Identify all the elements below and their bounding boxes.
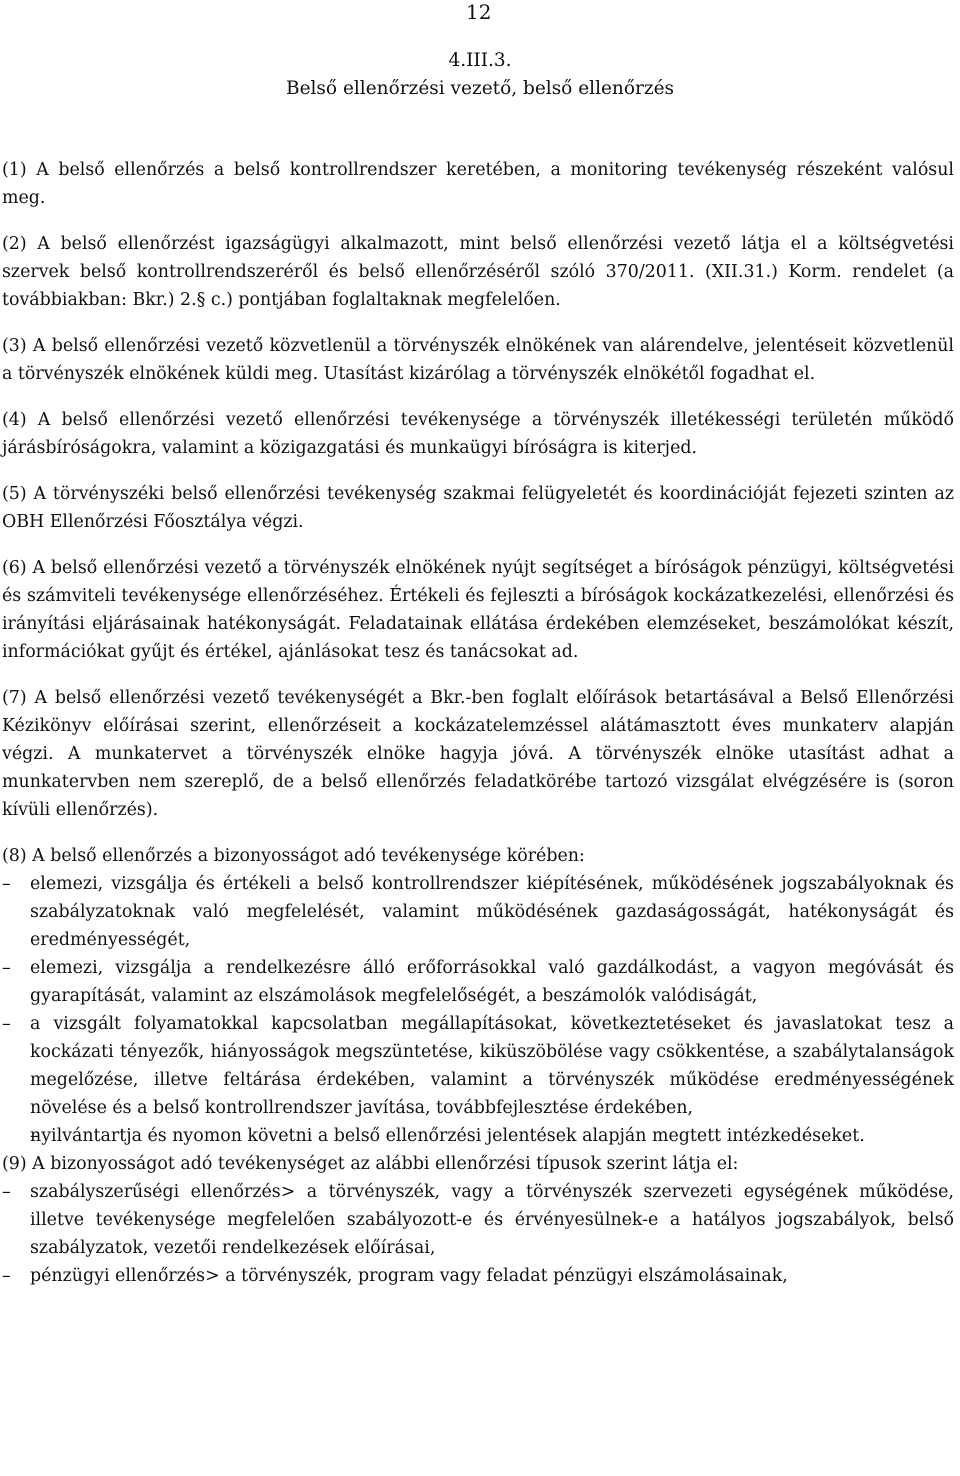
paragraph-8-list (2, 870, 954, 1150)
section-title: Belső ellenőrzési vezető, belső ellenőrzés (285, 78, 675, 99)
list-item: – szabályszerűségi ellenőrzés> a törvényszék, vagy a törvényszék szervezeti egységének működése, illetve tevékenysége megfelelően szabályozott-e és érvényesülnek-e a hatályos jogszabályok, belső szabályzatok, vezetői rendelkezések előírásai, (2, 1178, 954, 1262)
paragraph-4: (4) A belső ellenőrzési vezető ellenőrzési tevékenysége a törvényszék illetékességi területén működő járásbíróságokra, valamint a közigazgatási és munkaügyi bíróságra is kiterjed. (2, 410, 954, 458)
paragraph-5: (5) A törvényszéki belső ellenőrzési tevékenység szakmai felügyeletét és koordinációját fejezeti szinten az OBH Ellenőrzési Főosztálya végzi. (2, 484, 954, 532)
paragraph-2: (2) A belső ellenőrzést igazságügyi alkalmazott, mint belső ellenőrzési vezető látja el a költségvetési szervek belső kontrollrendszeréről és belső ellenőrzéséről szóló 370/2011. (XII.31.) Korm. rendelet (a továbbiakban: Bkr.) 2.§ c.) pontjában foglaltaknak megfelelően. (2, 234, 954, 310)
paragraph-8-intro: (8) A belső ellenőrzés a bizonyosságot adó tevékenysége körében: (2, 846, 585, 866)
paragraph-9-list (2, 1178, 954, 1290)
list-item: – elemezi, vizsgálja a rendelkezésre álló erőforrásokkal való gazdálkodást, a vagyon megóvását és gyarapítását, valamint az elszámolások megfelelőségét, a beszámolók valódiságát, (2, 954, 954, 1010)
list-item: – nyilvántartja és nyomon követni a belső ellenőrzési jelentések alapján megtett intézkedéseket. (2, 1122, 954, 1150)
paragraph-6: (6) A belső ellenőrzési vezető a törvényszék elnökének nyújt segítséget a bíróságok pénzügyi, költségvetési és számviteli tevékenysége ellenőrzéséhez. Értékeli és fejleszti a bíróságok kockázatkezelési, ellenőrzési és irányítási eljárásainak hatékonyságát. Feladatainak ellátása érdekében elemzéseket, beszámolókat készít, információkat gyűjt és értékel, ajánlásokat tesz és tanácsokat ad. (2, 558, 954, 662)
list-item: – pénzügyi ellenőrzés> a törvényszék, program vagy feladat pénzügyi elszámolásainak, (2, 1262, 954, 1290)
list-item: – a vizsgált folyamatokkal kapcsolatban megállapításokat, következtetéseket és javaslatokat tesz a kockázati tényezők, hiányosságok megszüntetése, kiküszöbölése vagy csökkentése, a szabálytalanságok megelőzése, illetve feltárása érdekében, valamint a törvényszék működése eredményességének növelése és a belső kontrollrendszer javítása, továbbfejlesztése érdekében, (2, 1010, 954, 1122)
document-body (2, 156, 954, 1290)
section-number: 4.III.3. (448, 50, 512, 71)
page-number: 12 (466, 0, 492, 24)
paragraph-7: (7) A belső ellenőrzési vezető tevékenységét a Bkr.-ben foglalt előírások betartásával a Belső Ellenőrzési Kézikönyv előírásai szerint, ellenőrzéseit a kockázatelemzéssel alátámasztott éves munkaterv alapján végzi. A munkatervet a törvényszék elnöke hagyja jóvá. A törvényszék elnöke utasítást adhat a munkatervben nem szereplő, de a belső ellenőrzés feladatkörébe tartozó vizsgálat elvégzésére is (soron kívüli ellenőrzés). (2, 688, 954, 820)
paragraph-9-intro: (9) A bizonyosságot adó tevékenységet az alábbi ellenőrzési típusok szerint látja el: (2, 1154, 739, 1174)
paragraph-3: (3) A belső ellenőrzési vezető közvetlenül a törvényszék elnökének van alárendelve, jelentéseit közvetlenül a törvényszék elnökének küldi meg. Utasítást kizárólag a törvényszék elnökétől fogadhat el. (2, 336, 954, 384)
paragraph-1: (1) A belső ellenőrzés a belső kontrollrendszer keretében, a monitoring tevékenység részeként valósul meg. (2, 160, 954, 208)
list-item: – elemezi, vizsgálja és értékeli a belső kontrollrendszer kiépítésének, működésének jogszabályoknak és szabályzatoknak való megfelelését, valamint működésének gazdaságosságát, hatékonyságát és eredményességét, (2, 870, 954, 954)
